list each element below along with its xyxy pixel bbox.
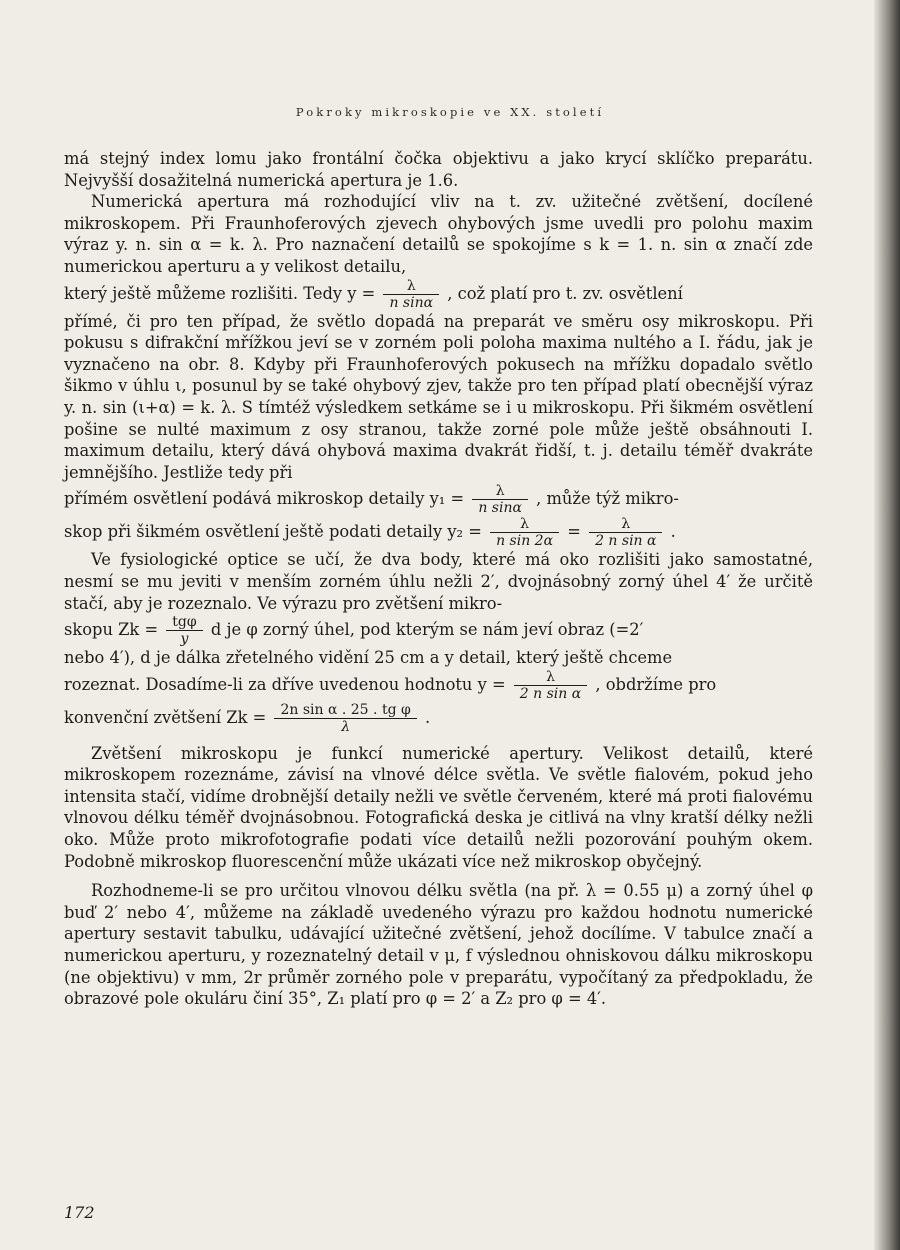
- equation-text: .: [424, 707, 431, 727]
- paragraph-2-continued: přímé, či pro ten případ, že světlo dopadá na preparát ve směru osy mikroskopu. Při pokusu s difrakční mřížkou jeví se v zorném poli poloha maxima nultého a I. řádu, jak je vyznačeno na obr. 8. Kdyby při Fraunhoferových pokusech na mřížku dopadalo světlo šikmo v úhlu ι, posunul by se také ohybový zjev, takže pro ten případ platí obecnější výraz y. n. sin (ι+α) = k. λ. S tímtéž výsledkem setkáme se i u mikroskopu. Při šikmém osvětlení pošine se nulté maximum z osy stranou, takže zorné pole může ještě obsáhnouti I. maximum detailu, který dává ohybová maxima dvakrát řidší, t. j. detailu téměř dvakráte jemnějšího. Jestliže tedy při: [64, 311, 813, 482]
- equation-line-y1: [64, 483, 813, 516]
- running-header: Pokroky mikroskopie ve XX. století: [295, 105, 605, 119]
- fraction-numerator: λ: [472, 483, 528, 500]
- page-gutter-shadow: [874, 0, 900, 1250]
- paragraph-4: Zvětšení mikroskopu je funkcí numerické apertury. Velikost detailů, které mikroskopem rozeznáme, závisí na vlnové délce světla. Ve světle fialovém, pokud jeho intensita stačí, vidíme drobnější detaily nežli ve světle červeném, které má proti fialovému vlnovou délku téměř dvojnásobnou. Fotografická deska je citlivá na vlny kratší délky nežli oko. Může proto mikrofotografie podati více detailů nežli pozorování pouhým okem. Podobně mikroskop fluorescenční může ukázati více než mikroskop obyčejný.: [64, 743, 813, 871]
- equation-text: konvenční zvětšení Zk =: [64, 707, 267, 727]
- fraction-denominator: n sinα: [389, 294, 434, 311]
- fraction-y1: [472, 483, 528, 516]
- fraction-tgphi-over-y: [166, 614, 202, 647]
- fraction-lambda-over-nsin: [383, 278, 439, 311]
- equation-text: d je φ zorný úhel, pod kterým se nám jeví obraz (=2′: [210, 620, 644, 640]
- fraction-numerator: 2n sin α . 25 . tg φ: [274, 702, 416, 719]
- fraction-denominator: n sin 2α: [496, 533, 554, 550]
- paragraph-3-continued: nebo 4′), d je dálka zřetelného vidění 25 cm a y detail, který ještě chceme: [64, 648, 673, 668]
- equation-line-substitute: [64, 669, 813, 702]
- equation-line-y: [64, 278, 813, 311]
- equation-text: , může týž mikro-: [536, 489, 679, 509]
- fraction-denominator: y: [180, 631, 189, 648]
- text-body: [64, 148, 813, 1010]
- page-number: 172: [64, 1203, 95, 1222]
- equation-text: , obdržíme pro: [595, 674, 717, 694]
- equation-text: .: [670, 522, 676, 542]
- fraction-numerator: λ: [490, 516, 559, 533]
- fraction-numerator: tgφ: [166, 614, 202, 631]
- fraction-denominator: λ: [341, 718, 351, 735]
- fraction-numerator: λ: [383, 278, 439, 295]
- equation-line-y2: [64, 516, 813, 549]
- fraction-y2-b: [589, 516, 662, 549]
- fraction-denominator: 2 n sin α: [595, 533, 657, 550]
- equation-line-conventional: [64, 702, 813, 735]
- equation-text: skopu Zk =: [64, 620, 159, 640]
- fraction-numerator: λ: [514, 669, 587, 686]
- fraction-numerator: λ: [589, 516, 662, 533]
- fraction-conventional-magnification: [274, 702, 416, 735]
- equation-text: , což platí pro t. zv. osvětlení: [447, 283, 683, 303]
- equation-text: =: [567, 522, 581, 542]
- equation-text: skop při šikmém osvětlení ještě podati detaily y₂ =: [64, 522, 482, 542]
- fraction-lambda-over-2nsin: [514, 669, 587, 702]
- equation-line-zk: [64, 614, 813, 647]
- equation-text: rozeznat. Dosadíme-li za dříve uvedenou hodnotu y =: [64, 674, 506, 694]
- fraction-y2-a: [490, 516, 559, 549]
- equation-text: který ještě můžeme rozlišiti. Tedy y =: [64, 283, 376, 303]
- paragraph-2: Numerická apertura má rozhodující vliv na t. zv. užitečné zvětšení, docílené mikroskopem. Při Fraunhoferových zjevech ohybových jsme uvedli pro polohu maxim výraz y. n. sin α = k. λ. Pro naznačení detailů se spokojíme s k = 1. n. sin α značí zde numerickou aperturu a y velikost detailu,: [64, 192, 813, 276]
- equation-text: přímém osvětlení podává mikroskop detaily y₁ =: [64, 489, 465, 509]
- fraction-denominator: n sinα: [478, 500, 522, 517]
- paragraph-5: Rozhodneme-li se pro určitou vlnovou délku světla (na př. λ = 0.55 μ) a zorný úhel φ buď 2′ nebo 4′, můžeme na základě uvedeného výrazu pro každou hodnotu numerické apertury sestavit tabulku, udávající užitečné zvětšení, jehož docílíme. V tabulce značí a numerickou aperturu, y rozeznatelný detail v μ, f výslednou ohniskovou dálku mikroskopu (ne objektivu) v mm, 2r průměr zorného pole v preparátu, vypočítaný za předpokladu, že obrazové pole okuláru činí 35°, Z₁ platí pro φ = 2′ a Z₂ pro φ = 4′.: [64, 881, 813, 1009]
- paragraph-3: Ve fysiologické optice se učí, že dva body, které má oko rozlišiti jako samostatné, nesmí se mu jeviti v menším zorném úhlu nežli 2′, dvojnásobný zorný úhel 4′ že určitě stačí, aby je rozeznalo. Ve výrazu pro zvětšení mikro-: [64, 550, 813, 613]
- fraction-denominator: 2 n sin α: [519, 685, 582, 702]
- paragraph-1: má stejný index lomu jako frontální čočka objektivu a jako krycí sklíčko preparátu. Nejvyšší dosažitelná numerická apertura je 1.6.: [64, 149, 813, 190]
